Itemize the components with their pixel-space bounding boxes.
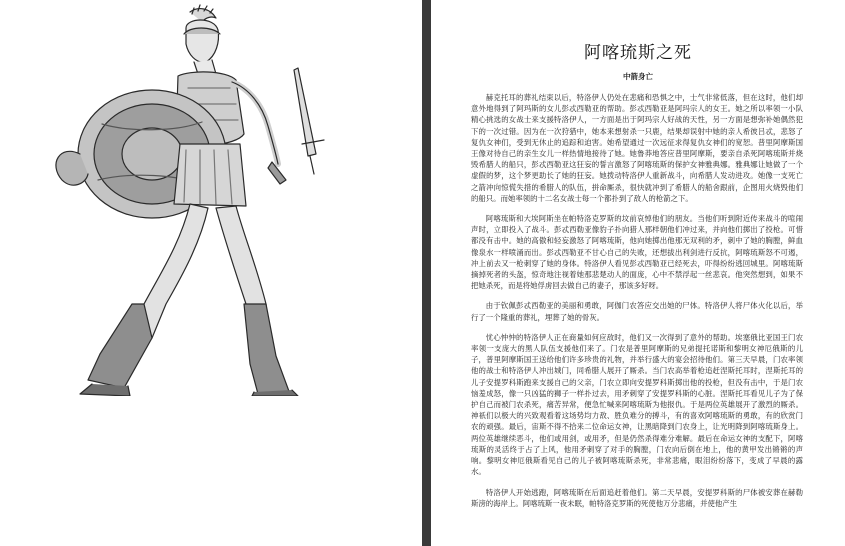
left-page: [0, 0, 422, 546]
article-title: 阿喀琉斯之死: [584, 43, 692, 63]
paragraph: 由于钦佩彭忒西勒亚的美丽和勇敢，阿伽门农答应交出她的尸体。特洛伊人将尸体火化以后，举行了一个隆重的葬礼，埋葬了她的骨灰。: [471, 301, 803, 322]
article-body: [471, 92, 803, 518]
right-page: [431, 0, 845, 546]
paragraph: 特洛伊人开始逃跑，阿喀琉斯在后面追赶着他们。第二天早晨，安提罗科斯的尸体被安葬在赫勒斯滂的海岸上。阿喀琉斯一夜未眠，帕特洛克罗斯的死使他万分悲痛，并使他产生: [471, 487, 803, 508]
paragraph: 忧心忡忡的特洛伊人正在商量如何应敌时，他们又一次得到了意外的帮助。埃塞俄比亚国王门农率领一支庞大的黑人队伍支援他们来了。门农是普里阿摩斯的兄弟提托诺斯和黎明女神厄俄斯的儿子，普里阿摩斯国王送给他们许多珍贵的礼物，并举行盛大的宴会招待他们。第三天早晨，门农率领他的战士和特洛伊人冲出城门，同希腊人展开了厮杀。当门农高举着枪追赶涅斯托耳时，涅斯托耳的儿子安提罗科斯跑来支援自己的父亲，门农立即向安提罗科斯掷出他的投枪，但没有击中，于是门农恼羞成怒，像一只凶猛的狮子一样扑过去，用矛刺穿了安提罗科斯的心脏。涅斯托耳看见儿子为了保护自己而被门农杀死，痛苦异常，便急忙喊来阿喀琉斯为他报仇。于是两位英雄展开了激烈的厮杀。神祇们以极大的兴致观看着这场势均力敌、胜负难分的搏斗，有的喜欢阿喀琉斯的勇敢，有的欣赏门农的顽强。最后，宙斯不得不拾来二位命运女神，让黑暗降到门农身上，让光明降到阿喀琉斯身上。两位英雄继续恶斗，他们或用剑，或用矛，但是仍然杀得难分难解。最后在命运女神的支配下，阿喀琉斯的灵活终于占了上风，他用矛刺穿了对手的胸膛，门农向后倒在地上，他的黄甲发出锵锵的声响。黎明女神厄俄斯看见自己的儿子被阿喀琉斯杀死，非常悲痛，眼泪纷纷落下，变成了早晨的露水。: [471, 332, 803, 477]
paragraph: 赫克托耳的葬礼结束以后，特洛伊人仍处在悲痛和恐惧之中，士气非常低落，但在这时，他们却意外地得到了阿玛斯的女儿彭忒西勒亚的帮助。彭忒西勒亚是阿玛宗人的女王。她之所以率领一小队精心挑选的女战士来支援特洛伊人，一方面是出于阿玛宗人好战的天性，另一方面是想弥补她偶然犯下的一次过错。因为在一次狩猎中，她本来想射杀一只鹿，结果却误射中她的亲人希彼吕忒，悲怒了复仇女神们，受到无休止的追踪和迫害。她希望通过一次远征求得复仇女神们的宽恕。普里阿摩斯国王像对待自己的亲生女儿一样热情地接待了她。她鲁莽地答应普里阿摩斯，要亲自杀死阿喀琉斯并烧毁希腊人的船只，彭忒西勒亚这狂妄的誓言激怒了阿喀琉斯的保护女神雅典娜。雅典娜让她做了一个虚假的梦，这个梦更助长了她的狂妄。她拨动特洛伊人重新战斗，向希腊人发动进攻。她像一支死亡之箭冲向惊慌失措的希腊人的队伍，拼命厮杀，很快就冲到了希腊人的船舍跟前，企图用火烧毁他们的船只。而她率领的十二名女战士每一个都扑到了敌人的枪箭之下。: [471, 93, 803, 203]
book-gutter: [422, 0, 431, 546]
warrior-illustration: [40, 4, 340, 396]
paragraph: 阿喀琉斯和大埃阿斯坐在帕特洛克罗斯的坟前哀悼他们的朋友。当他们听到附近传来战斗的喧闹声时，立即投入了战斗。彭忒西勒亚像豹子扑向猎人那样朝他们冲过来，并向他们掷出了投枪。可惜都没有击中。她的高傲和轻妄激怒了阿喀琉斯，他向她掷出他那无双利的矛，刺中了她的胸膛，鲜血像泉水一样喷涌而出。彭忒西勒亚不甘心自己的失败，还想拔出利剑进行反抗，阿喀琉斯怒不可遏，冲上前去又一枪刺穿了她的身体。特洛伊人看见彭忒西勒亚已经死去，吓得纷纷逃回城里。阿喀琉斯摘掉死者的头盔，惊奇地注视着她那悲楚动人的面庞，心中不禁浮起一丝悲哀。他突然想到，如果不把她杀死，而是将她俘虏回去做自己的妻子，那该多好呀。: [471, 214, 803, 291]
article-subtitle: 中箭身亡: [623, 72, 653, 81]
